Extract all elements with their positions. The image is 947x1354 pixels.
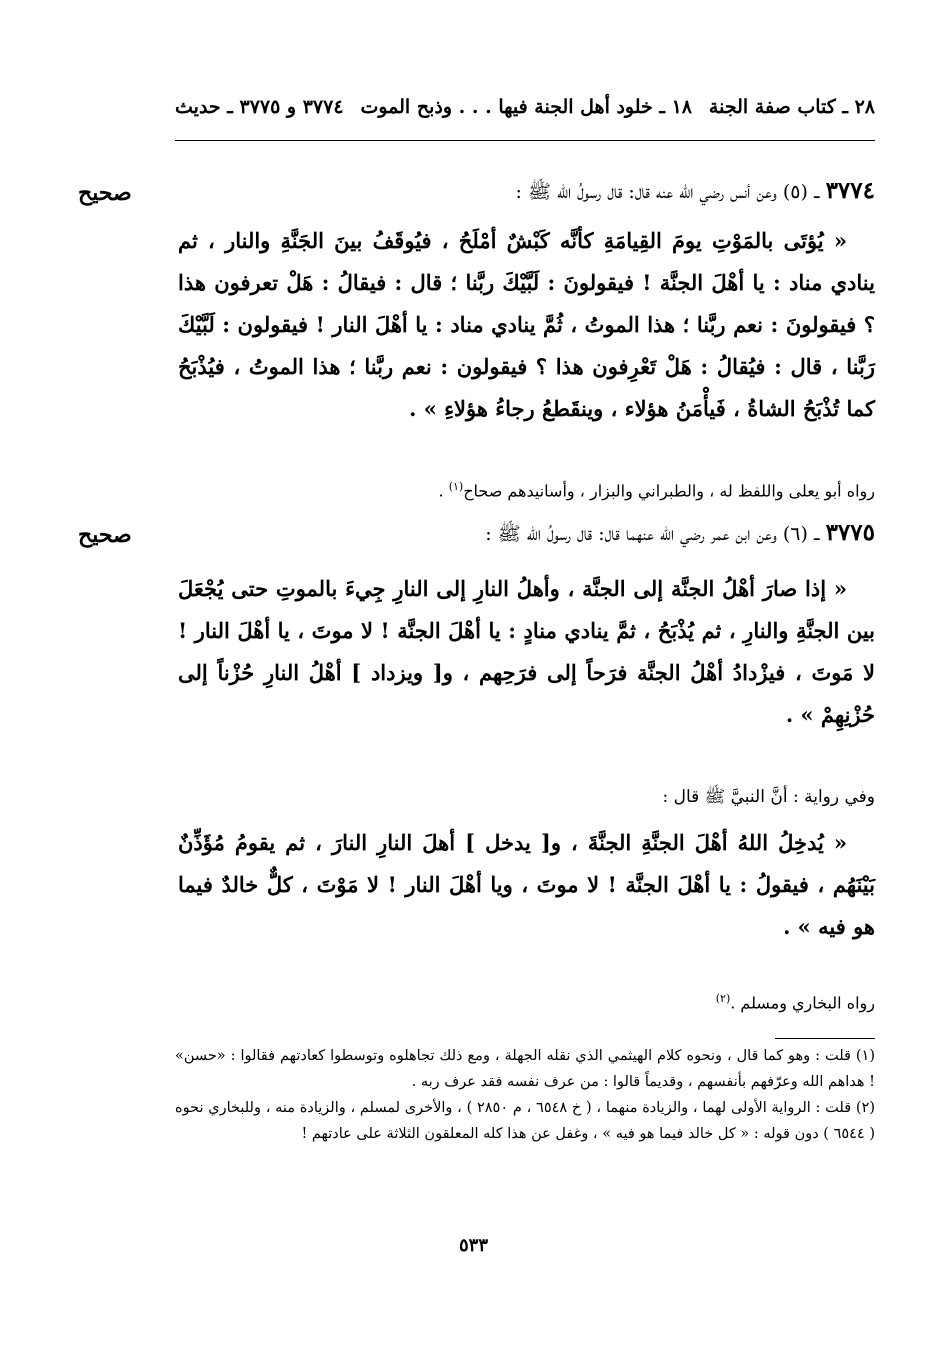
hadith-heading: [175, 176, 875, 207]
grade-label: صحيح: [78, 180, 132, 206]
variant-text: [178, 822, 875, 948]
hadith-body: « يُؤتَى بالمَوْتِ يومَ القِيامَةِ كأنَّه كَبْشٌ أمْلَحُ ، فيُوقَفُ بينَ الجَنَّةِ والنار ، ثم ينادي مناد : يا أهْلَ الجنَّة ! فيقولونَ : لَبَّيْكَ ربَّنا ؛ قال : فيقالُ : هَلْ تعرفون هذا ؟ فيقولونَ : نعم ربَّنا ؛ هذا الموتُ ، ثُمَّ ينادي مناد : يا أهْلَ النار ! فيقولون : لَبَّيْكَ رَبَّنا ، قال : فيُقالُ : هَلْ تَعْرِفون هذا ؟ فيقولون : نعم ربَّنا ؛ هذا الموتُ ، فيُذْبَحُ كما تُذْبَحُ الشاةُ ، فَيأْمَنُ هؤلاء ، وينقَطعُ رجاءُ هؤلاءِ » .: [178, 228, 875, 421]
hadith-text: [178, 220, 875, 430]
hadith-number: ٣٧٧٤: [825, 177, 875, 204]
footnote-2: (٢) قلت : الرواية الأولى لهما ، والزيادة منهما ، ( خ ٦٥٤٨ ، م ٢٨٥٠ ) ، والأخرى لمسلم ، والزيادة منه ، وللبخاري نحوه ( ٦٥٤٤ ) دون قوله : « كل خالد فيما هو فيه » ، وغفل عن هذا كله المعلقون الثلاثة على عادتهم !: [175, 1100, 875, 1142]
source-text: رواه أبو يعلى واللفظ له ، والطبراني والبزار ، وأسانيدهم صحاح: [463, 481, 875, 501]
hadith-text: [178, 568, 875, 736]
hadith-body: « إذا صارَ أهْلُ الجنَّة إلى الجنَّة ، وأهلُ النارِ إلى النارِ جِيءَ بالموتِ حتى يُجْعَلَ بين الجنَّةِ والنارِ ، ثم يُذْبَحُ ، ثمَّ ينادي منادٍ : يا أهْلَ الجنَّة ! لا موتَ ، يا أهْلَ النار ! لا مَوتَ ، فيزْدادُ أهْلُ الجنَّة فرَحاً إلى فرَحِهم ، و[ ويزداد ] أهْلُ النارِ حُزْناً إلى حُزْنِهِمْ » .: [178, 576, 875, 727]
hadith-number: ٣٧٧٥: [825, 519, 875, 546]
footnote-divider: [775, 1038, 875, 1039]
footnotes: [175, 1043, 875, 1147]
variant-intro: وفي رواية : أنَّ النبيَّ ﷺ قال :: [662, 787, 875, 807]
variant-body: « يُدخِلُ اللهُ أهْلَ الجنَّةِ الجنَّةَ ، و[ يدخل ] أهلَ النارِ النارَ ، ثم يقومُ مُؤَذِّنٌ بَيْنَهُم ، فيقولُ : يا أهْلَ الجنَّة ! لا موتَ ، ويا أهْلَ النار ! لا مَوْتَ ، كلٌّ خالدٌ فيما هو فيه » .: [178, 830, 875, 939]
header-section: ١٨ ـ خلود أهل الجنة فيها . . . وذبح الموت: [360, 96, 692, 118]
footnote-ref: (١): [448, 480, 464, 493]
hadith-intro: ـ (٥) وعن أنس رضي الله عنه قال: قال رسولُ الله ﷺ :: [515, 181, 826, 203]
hadith-source: [175, 986, 875, 1016]
header-hadith-range: ٣٧٧٤ و ٣٧٧٥ ـ حديث: [175, 96, 344, 118]
hadith-intro: ـ (٦) وعن ابن عمر رضي الله عنهما قال: قال رسولُ الله ﷺ :: [485, 523, 826, 545]
header-divider: [175, 140, 875, 141]
running-header: [175, 92, 875, 122]
footnote-ref: (٢): [715, 992, 731, 1005]
hadith-source: رواه أبو يعلى واللفظ له ، والطبراني والبزار ، وأسانيدهم صحاح$^{(١)}$ .: [438, 480, 875, 501]
page-number: ٥٣٣: [458, 1235, 488, 1256]
grade-label: صحيح: [78, 522, 132, 548]
header-chapter: ٢٨ ـ كتاب صفة الجنة: [708, 96, 875, 118]
footnote-1: (١) قلت : وهو كما قال ، ونحوه كلام الهيثمي الذي نقله الجهلة ، ومع ذلك تجاهلوه وتوسطوا كعادتهم فقالوا : «حسن» ! هداهم الله وعرّفهم بأنفسهم ، وقديماً قالوا : من عرف نفسه فقد عرف ربه .: [175, 1048, 875, 1090]
source-text: رواه البخاري ومسلم .: [730, 993, 875, 1013]
hadith-heading: [175, 518, 875, 549]
